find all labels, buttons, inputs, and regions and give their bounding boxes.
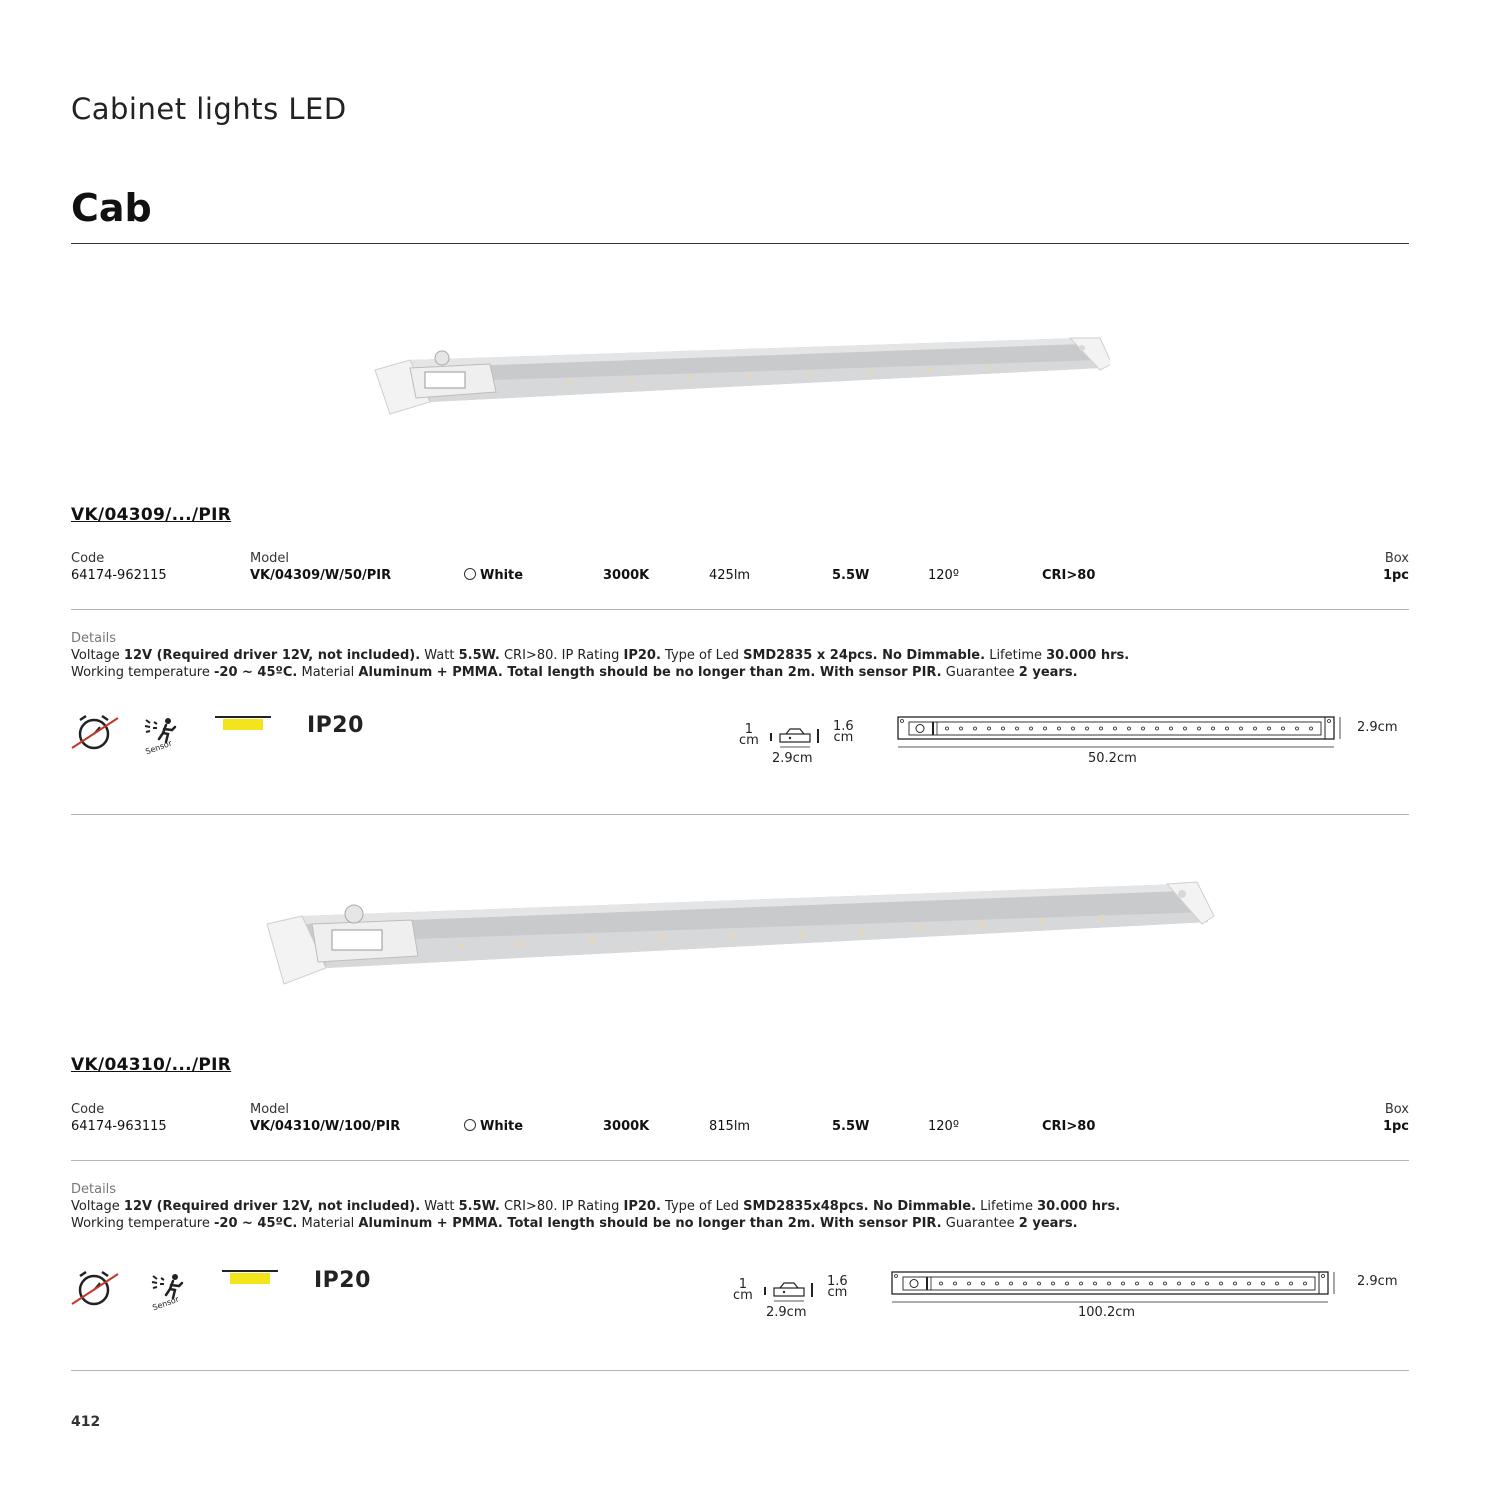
cross-section-icon <box>768 726 824 748</box>
footer-divider <box>71 1370 1409 1371</box>
no-timer-icon <box>70 1268 120 1308</box>
code-header: Code <box>71 1102 105 1117</box>
product-name: VK/04310/.../PIR <box>71 1055 232 1075</box>
family-title: Cab <box>71 186 152 230</box>
box-header: Box <box>1384 551 1409 566</box>
dim-length: 100.2cm <box>1078 1305 1136 1320</box>
led-bar-product-image <box>370 330 1110 420</box>
product-name: VK/04309/.../PIR <box>71 505 232 525</box>
row-divider <box>71 1160 1409 1161</box>
box-header: Box <box>1384 1102 1409 1117</box>
sensor-label: Sensor <box>144 738 174 757</box>
dim-depth: 1 cm <box>739 722 759 748</box>
product-cri: CRI>80 <box>1042 568 1096 583</box>
color-swatch-icon <box>464 1119 476 1131</box>
length-diagram-icon <box>897 716 1342 752</box>
product-color: White <box>464 1119 523 1134</box>
product-code: 64174-962115 <box>71 568 167 583</box>
dim-height: 1.6 cm <box>827 1274 848 1300</box>
section-title: Cabinet lights LED <box>71 92 347 126</box>
model-header: Model <box>250 551 290 566</box>
dim-depth: 1 cm <box>733 1277 753 1303</box>
pir-sensor-icon <box>142 716 182 744</box>
row-divider <box>71 609 1409 610</box>
product-divider <box>71 814 1409 815</box>
details-label: Details <box>71 1182 117 1197</box>
product-box: 1pc <box>1382 568 1409 583</box>
product-angle: 120º <box>928 1119 959 1134</box>
light-emission-icon <box>215 716 271 732</box>
product-angle: 120º <box>928 568 959 583</box>
sensor-label: Sensor <box>151 1294 181 1313</box>
details-label: Details <box>71 631 117 646</box>
pir-sensor-icon <box>149 1272 189 1300</box>
dim-side-height: 2.9cm <box>1357 720 1398 735</box>
product-box: 1pc <box>1382 1119 1409 1134</box>
details-text: Voltage 12V (Required driver 12V, not included). Watt 5.5W. CRI>80. IP Rating IP20. Type of Led SMD2835 x 24pcs. No Dimmable. Lifetime 30.000 hrs. Working temperature -20 ~ 45ºC. Material Aluminum + PMMA. Total length should be no longer than 2m. With sensor PIR. Guarantee 2 years. <box>71 648 1130 680</box>
product-lumen: 815lm <box>709 1119 751 1134</box>
product-color: White <box>464 568 523 583</box>
color-swatch-icon <box>464 568 476 580</box>
product-cct: 3000K <box>603 568 650 583</box>
dim-width: 2.9cm <box>772 751 813 766</box>
page-number: 412 <box>71 1414 101 1430</box>
dim-side-height: 2.9cm <box>1357 1274 1398 1289</box>
length-diagram-icon <box>891 1271 1336 1307</box>
product-lumen: 425lm <box>709 568 751 583</box>
light-emission-icon <box>222 1270 278 1286</box>
product-watt: 5.5W <box>832 1119 870 1134</box>
header-divider <box>71 243 1409 244</box>
model-header: Model <box>250 1102 290 1117</box>
cross-section-icon <box>762 1280 818 1302</box>
ip-rating: IP20 <box>314 1268 371 1293</box>
product-model: VK/04309/W/50/PIR <box>250 568 392 583</box>
product-cri: CRI>80 <box>1042 1119 1096 1134</box>
dim-length: 50.2cm <box>1088 751 1137 766</box>
dim-height: 1.6 cm <box>833 719 854 745</box>
dim-width: 2.9cm <box>766 1305 807 1320</box>
code-header: Code <box>71 551 105 566</box>
product-code: 64174-963115 <box>71 1119 167 1134</box>
led-bar-product-image <box>262 876 1218 988</box>
details-text: Voltage 12V (Required driver 12V, not included). Watt 5.5W. CRI>80. IP Rating IP20. Type of Led SMD2835x48pcs. No Dimmable. Lifetime 30.000 hrs. Working temperature -20 ~ 45ºC. Material Aluminum + PMMA. Total length should be no longer than 2m. With sensor PIR. Guarantee 2 years. <box>71 1199 1121 1231</box>
ip-rating: IP20 <box>307 713 364 738</box>
product-cct: 3000K <box>603 1119 650 1134</box>
product-watt: 5.5W <box>832 568 870 583</box>
no-timer-icon <box>70 712 120 752</box>
product-model: VK/04310/W/100/PIR <box>250 1119 401 1134</box>
